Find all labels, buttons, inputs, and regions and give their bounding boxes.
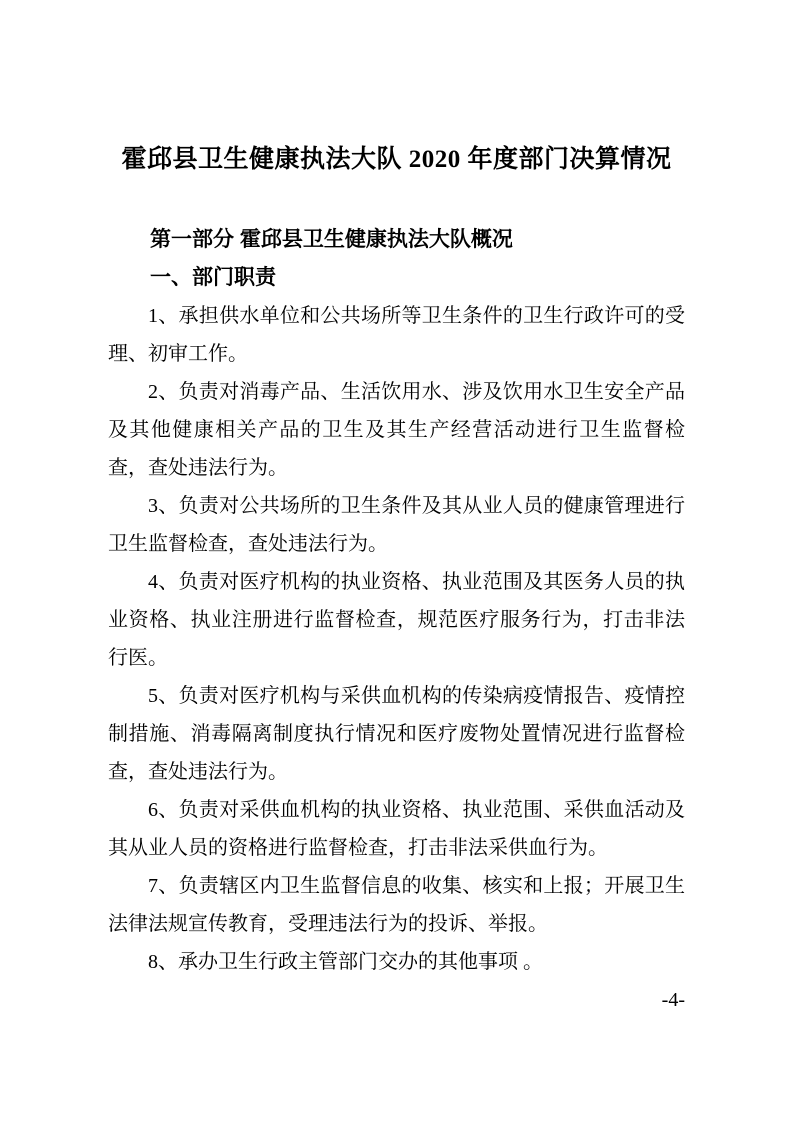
document-title: 霍邱县卫生健康执法大队 2020 年度部门决算情况 [121,146,672,173]
duty-paragraph-3: 3、负责对公共场所的卫生条件及其从业人员的健康管理进行卫生监督检查，查处违法行为。 [108,495,685,555]
section-heading-department-duties: 一、部门职责 [150,266,276,289]
duty-paragraph-7: 7、负责辖区内卫生监督信息的收集、核实和上报；开展卫生法律法规宣传教育，受理违法行为的投诉、举报。 [108,875,685,935]
part-one-heading: 第一部分 霍邱县卫生健康执法大队概况 [150,228,513,251]
duty-paragraph-1: 1、承担供水单位和公共场所等卫生条件的卫生行政许可的受理、初审工作。 [108,305,685,365]
page-number: -4- [661,989,685,1011]
duty-paragraph-2: 2、负责对消毒产品、生活饮用水、涉及饮用水卫生安全产品及其他健康相关产品的卫生及其生产经营活动进行卫生监督检查，查处违法行为。 [108,381,685,479]
duty-paragraph-4: 4、负责对医疗机构的执业资格、执业范围及其医务人员的执业资格、执业注册进行监督检查，规范医疗服务行为，打击非法行医。 [108,571,685,669]
duty-paragraph-5: 5、负责对医疗机构与采供血机构的传染病疫情报告、疫情控制措施、消毒隔离制度执行情况和医疗废物处置情况进行监督检查，查处违法行为。 [108,685,685,783]
duty-paragraph-6: 6、负责对采供血机构的执业资格、执业范围、采供血活动及其从业人员的资格进行监督检查，打击非法采供血行为。 [108,799,685,859]
duty-paragraph-8: 8、承办卫生行政主管部门交办的其他事项 。 [148,951,543,973]
